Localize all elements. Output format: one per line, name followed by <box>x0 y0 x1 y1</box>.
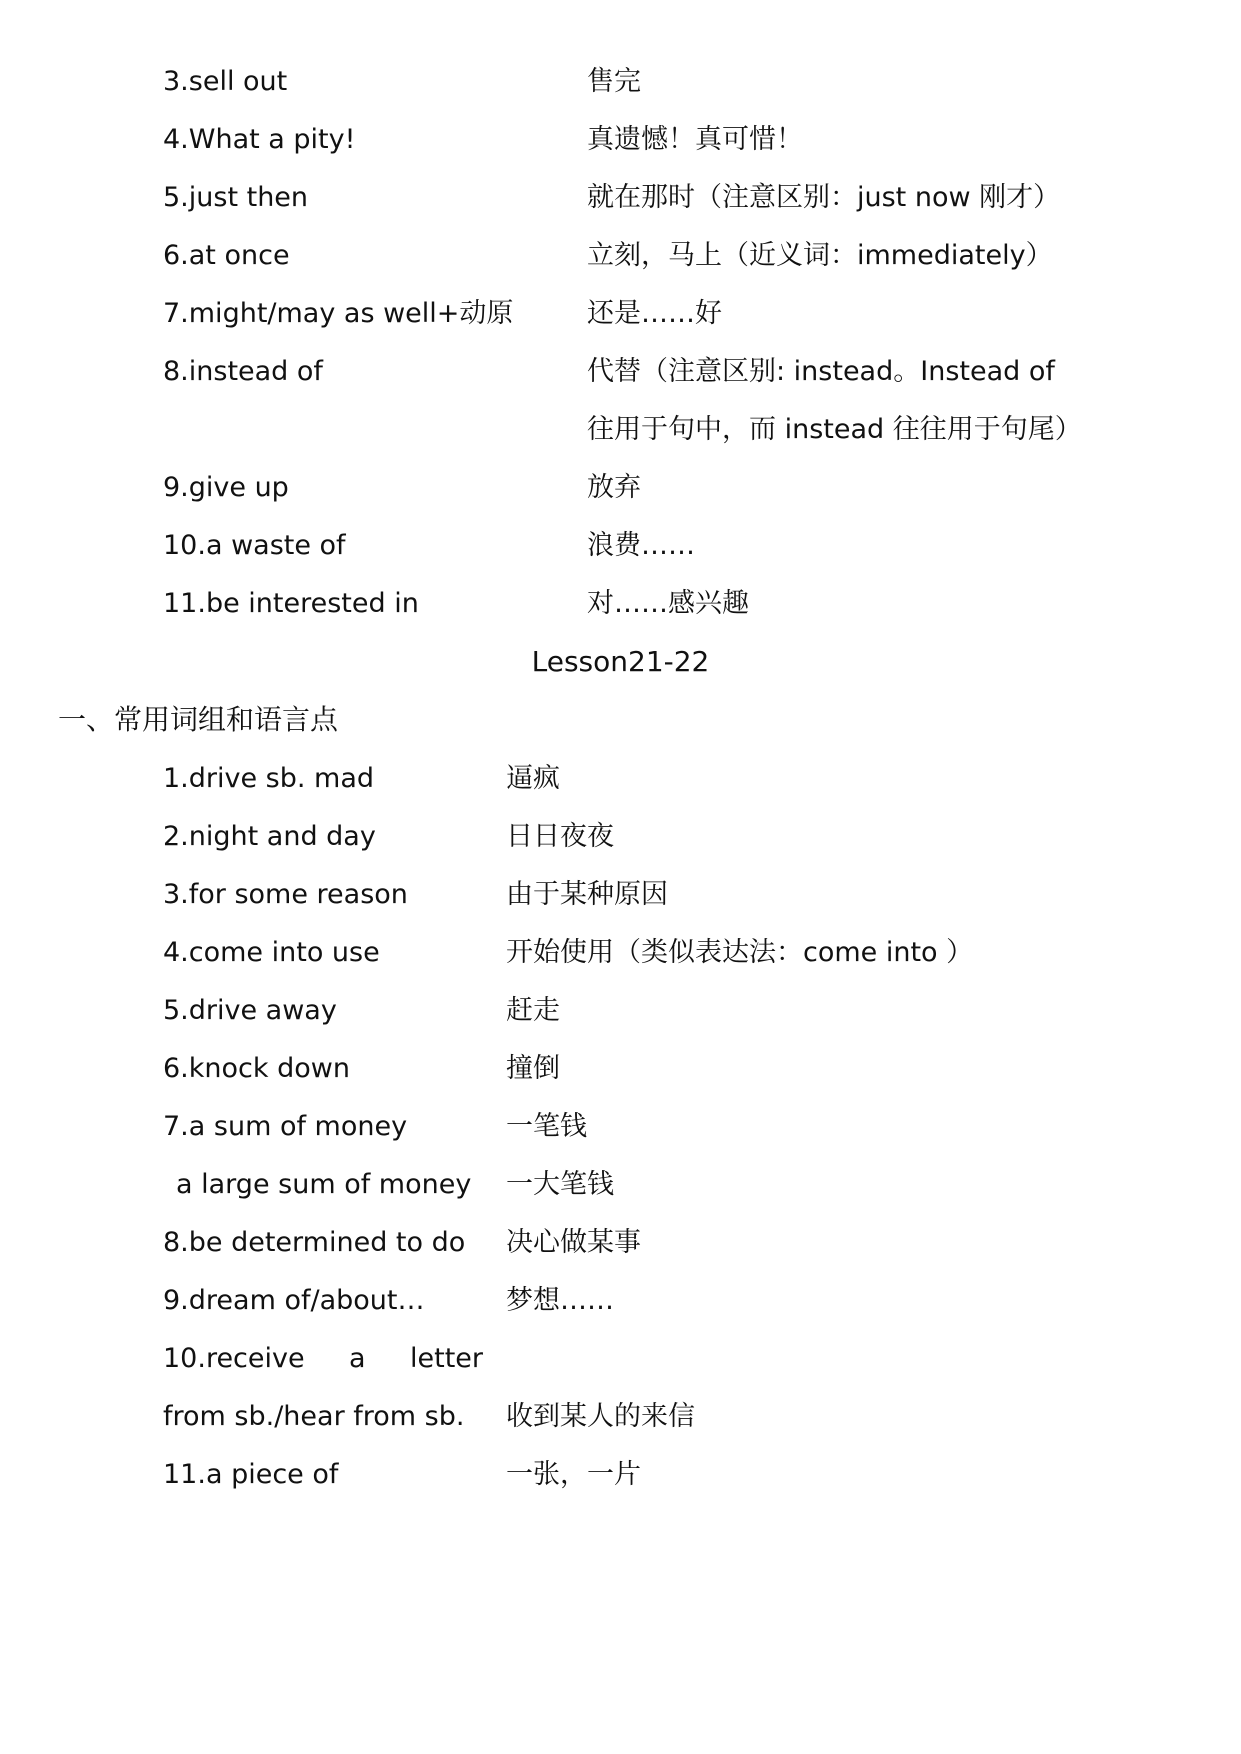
phrase-row <box>0 236 1241 276</box>
word: 10.receive <box>163 1343 305 1374</box>
phrase-row <box>0 817 1241 857</box>
phrase-chinese: 一大笔钱 <box>506 1169 614 1200</box>
phrase-row <box>0 1223 1241 1263</box>
phrase-english: 9.give up <box>163 472 289 503</box>
phrase-chinese: 逼疯 <box>506 763 560 794</box>
phrase-chinese: 赶走 <box>506 995 560 1026</box>
phrase-row <box>0 759 1241 799</box>
word: a <box>349 1343 366 1374</box>
phrase-chinese: 日日夜夜 <box>506 821 614 852</box>
phrase-english: 7.might/may as well+动原 <box>163 298 514 329</box>
phrase-english: 11.be interested in <box>163 588 419 619</box>
phrase-chinese: 收到某人的来信 <box>506 1401 695 1432</box>
phrase-row <box>0 991 1241 1031</box>
phrase-row <box>0 584 1241 624</box>
phrase-row-continuation <box>0 410 1241 450</box>
phrase-row-justified <box>0 1339 1241 1379</box>
phrase-english: 11.a piece of <box>163 1459 339 1490</box>
phrase-english: 4.come into use <box>163 937 380 968</box>
phrase-row <box>0 468 1241 508</box>
phrase-english: 8.instead of <box>163 356 323 387</box>
phrase-row <box>0 1397 1241 1437</box>
phrase-english: 3.sell out <box>163 66 288 97</box>
phrase-row <box>0 1281 1241 1321</box>
phrase-english: 3.for some reason <box>163 879 408 910</box>
phrase-english: 7.a sum of money <box>163 1111 408 1142</box>
phrase-row <box>0 933 1241 973</box>
phrase-chinese: 一笔钱 <box>506 1111 587 1142</box>
section-heading: 一、常用词组和语言点 <box>58 703 339 736</box>
phrase-english: 10.a waste of <box>163 530 346 561</box>
phrase-chinese: 就在那时（注意区别：just now 刚才） <box>587 182 1061 213</box>
phrase-english: 4.What a pity! <box>163 124 356 155</box>
phrase-english: from sb./hear from sb. <box>163 1401 465 1432</box>
phrase-row <box>0 294 1241 334</box>
phrase-row <box>0 352 1241 392</box>
phrase-chinese: 放弃 <box>587 472 641 503</box>
phrase-chinese: 梦想…… <box>506 1285 614 1316</box>
phrase-english: 8.be determined to do <box>163 1227 466 1258</box>
phrase-chinese: 往用于句中，而 instead 往往用于句尾） <box>587 414 1082 445</box>
phrase-chinese: 代替（注意区别: instead。Instead of <box>587 356 1055 387</box>
phrase-chinese: 开始使用（类似表达法：come into ） <box>506 937 974 968</box>
phrase-chinese: 一张，一片 <box>506 1459 641 1490</box>
phrase-english: 5.drive away <box>163 995 337 1026</box>
word: letter <box>410 1343 483 1374</box>
phrase-chinese: 售完 <box>587 66 641 97</box>
phrase-english: 9.dream of/about… <box>163 1285 425 1316</box>
phrase-english: a large sum of money <box>176 1169 472 1200</box>
phrase-chinese: 还是……好 <box>587 298 722 329</box>
phrase-row <box>0 62 1241 102</box>
lesson-title: Lesson21-22 <box>531 645 710 678</box>
phrase-row <box>0 120 1241 160</box>
phrase-row <box>0 1107 1241 1147</box>
phrase-english: 1.drive sb. mad <box>163 763 375 794</box>
phrase-chinese: 撞倒 <box>506 1053 560 1084</box>
phrase-chinese: 立刻，马上（近义词：immediately） <box>587 240 1053 271</box>
phrase-chinese: 浪费…… <box>587 530 695 561</box>
phrase-row <box>0 526 1241 566</box>
phrase-chinese: 决心做某事 <box>506 1227 641 1258</box>
phrase-row <box>0 1165 1241 1205</box>
phrase-row <box>0 875 1241 915</box>
phrase-chinese: 真遗憾！真可惜！ <box>587 124 803 155</box>
phrase-chinese: 由于某种原因 <box>506 879 668 910</box>
phrase-english: 6.knock down <box>163 1053 350 1084</box>
phrase-english-justified <box>163 1339 483 1379</box>
phrase-english: 5.just then <box>163 182 309 213</box>
phrase-row <box>0 1049 1241 1089</box>
phrase-english: 6.at once <box>163 240 290 271</box>
phrase-chinese: 对……感兴趣 <box>587 588 749 619</box>
phrase-row <box>0 178 1241 218</box>
phrase-english: 2.night and day <box>163 821 376 852</box>
phrase-row <box>0 1455 1241 1495</box>
